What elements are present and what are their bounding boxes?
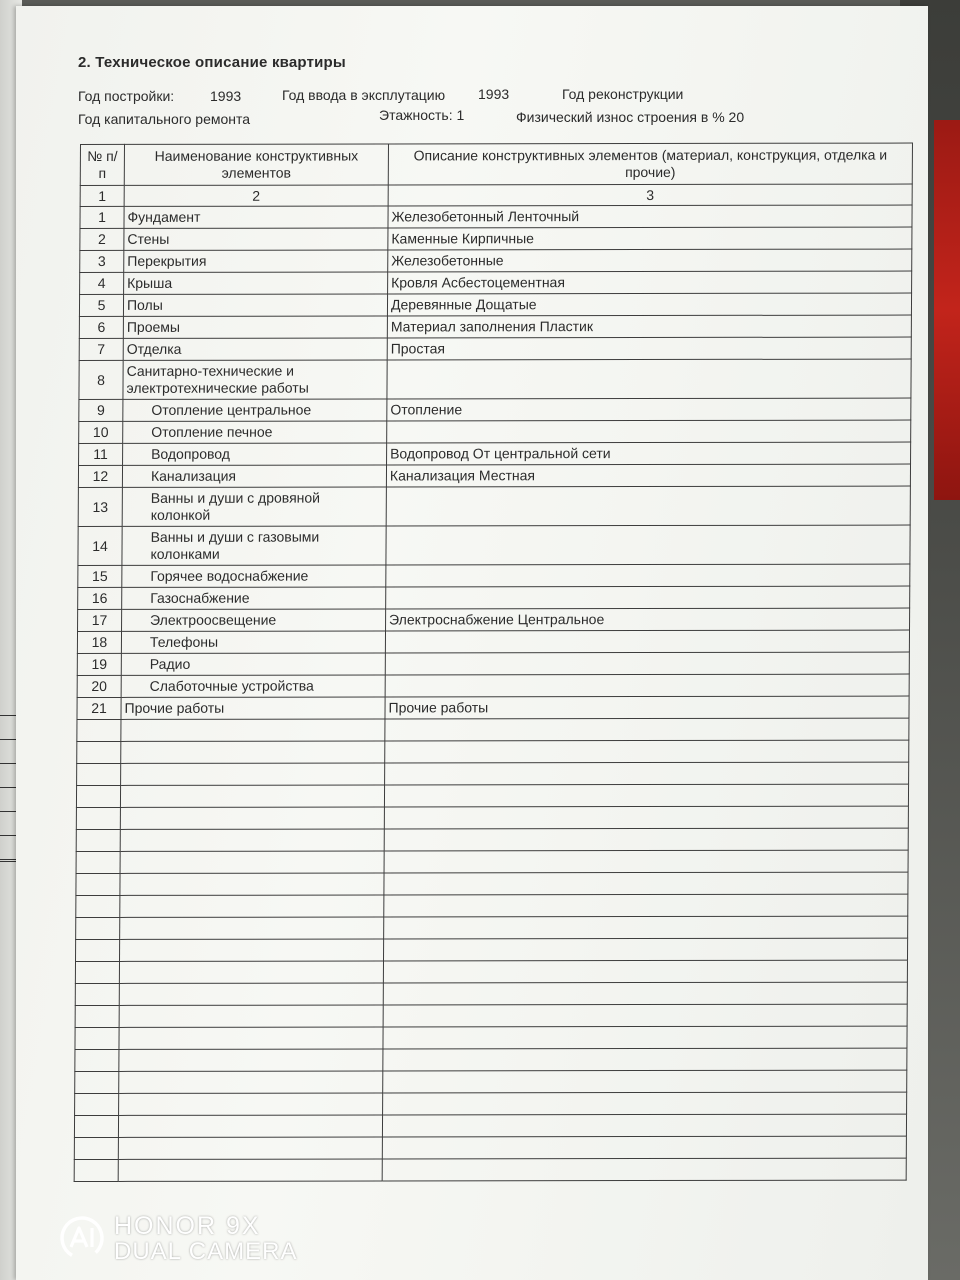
table-row xyxy=(79,293,911,316)
blank-cell xyxy=(121,763,385,785)
table-row xyxy=(78,486,910,526)
red-folder-edge xyxy=(934,120,960,500)
element-name: Ванны и души с газовыми колонками xyxy=(122,526,386,565)
blank-row xyxy=(76,872,908,895)
table-body xyxy=(77,205,912,719)
row-number: 1 xyxy=(80,206,124,228)
blank-cell xyxy=(76,851,120,873)
blank-cell xyxy=(118,1137,382,1159)
row-number: 4 xyxy=(80,272,124,294)
blank-cell xyxy=(382,1136,906,1159)
row-number: 17 xyxy=(78,609,122,631)
element-name: Телефоны xyxy=(121,631,385,653)
blank-row xyxy=(75,960,907,983)
build-year-value: 1993 xyxy=(210,88,242,104)
watermark-camera: DUAL CAMERA xyxy=(114,1238,298,1265)
blank-row xyxy=(77,718,909,741)
blank-rows xyxy=(74,718,909,1181)
row-number: 13 xyxy=(78,487,122,526)
blank-cell xyxy=(383,1026,907,1049)
blank-cell xyxy=(119,961,383,983)
blank-cell xyxy=(121,719,385,741)
column-number: 2 xyxy=(124,185,388,206)
header-num: № п/п xyxy=(80,144,124,185)
element-description: Прочие работы xyxy=(385,696,909,719)
blank-cell xyxy=(77,741,121,763)
blank-cell xyxy=(76,873,120,895)
table-header-row xyxy=(80,143,912,185)
blank-cell xyxy=(383,1048,907,1071)
table-row xyxy=(78,464,910,487)
element-name: Прочие работы xyxy=(121,697,385,719)
column-number: 1 xyxy=(80,185,124,206)
section-title: 2. Техническое описание квартиры xyxy=(78,54,346,71)
blank-cell xyxy=(383,960,907,983)
element-description xyxy=(385,674,909,697)
blank-row xyxy=(75,1048,907,1071)
blank-row xyxy=(75,1092,907,1115)
element-name: Ванны и души с дровяной колонкой xyxy=(122,487,386,526)
blank-cell xyxy=(121,741,385,763)
element-name: Проемы xyxy=(123,316,387,338)
blank-cell xyxy=(385,740,909,763)
blank-cell xyxy=(76,829,120,851)
blank-cell xyxy=(76,895,120,917)
row-number: 14 xyxy=(78,526,122,565)
blank-cell xyxy=(384,894,908,917)
blank-row xyxy=(77,762,909,785)
element-name: Канализация xyxy=(122,465,386,487)
blank-cell xyxy=(385,762,909,785)
row-number: 21 xyxy=(77,697,121,719)
element-name: Отопление центральное xyxy=(123,399,387,421)
row-number: 18 xyxy=(77,631,121,653)
element-description: Канализация Местная xyxy=(386,464,910,487)
blank-cell xyxy=(75,1093,119,1115)
blank-cell xyxy=(119,1027,383,1049)
blank-row xyxy=(76,916,908,939)
blank-row xyxy=(74,1158,906,1181)
blank-cell xyxy=(383,1092,907,1115)
commission-value: 1993 xyxy=(478,86,510,102)
table-row xyxy=(78,608,910,631)
blank-cell xyxy=(119,1005,383,1027)
blank-cell xyxy=(120,873,384,895)
blank-cell xyxy=(77,763,121,785)
element-name: Фундамент xyxy=(124,206,388,228)
blank-cell xyxy=(76,917,120,939)
element-name: Отопление печное xyxy=(123,421,387,443)
row-number: 11 xyxy=(79,443,123,465)
element-description xyxy=(387,420,911,443)
blank-row xyxy=(76,828,908,851)
element-description xyxy=(386,486,910,526)
blank-cell xyxy=(120,851,384,873)
blank-row xyxy=(76,784,908,807)
element-description xyxy=(386,564,910,587)
blank-cell xyxy=(385,718,909,741)
table-row xyxy=(79,442,911,465)
element-name: Газоснабжение xyxy=(122,587,386,609)
row-number: 6 xyxy=(79,316,123,338)
table-row xyxy=(80,227,912,250)
element-description xyxy=(386,586,910,609)
blank-cell xyxy=(75,961,119,983)
row-number: 2 xyxy=(80,228,124,250)
blank-cell xyxy=(77,719,121,741)
table-row xyxy=(78,586,910,609)
construction-elements-table xyxy=(74,143,913,1182)
element-description: Материал заполнения Пластик xyxy=(387,315,911,338)
element-name: Крыша xyxy=(124,272,388,294)
row-number: 9 xyxy=(79,399,123,421)
element-description: Водопровод От центральной сети xyxy=(387,442,911,465)
element-description: Отопление xyxy=(387,398,911,421)
element-description xyxy=(387,359,911,399)
table-row xyxy=(79,315,911,338)
blank-cell xyxy=(119,1071,383,1093)
element-description: Кровля Асбестоцементная xyxy=(388,271,912,294)
row-number: 10 xyxy=(79,421,123,443)
table-row xyxy=(79,398,911,421)
blank-cell xyxy=(382,1114,906,1137)
blank-cell xyxy=(75,983,119,1005)
blank-cell xyxy=(119,1049,383,1071)
blank-cell xyxy=(384,872,908,895)
watermark-brand: HONOR 9X xyxy=(114,1212,261,1240)
table-row xyxy=(79,359,911,399)
capital-repair-label: Год капитального ремонта xyxy=(78,111,251,127)
element-name: Водопровод xyxy=(123,443,387,465)
blank-cell xyxy=(76,807,120,829)
row-number: 16 xyxy=(78,587,122,609)
blank-cell xyxy=(383,1070,907,1093)
blank-row xyxy=(76,894,908,917)
blank-row xyxy=(75,1070,907,1093)
blank-row xyxy=(76,806,908,829)
blank-cell xyxy=(120,895,384,917)
table-row xyxy=(79,420,911,443)
floors-label: Этажность: 1 xyxy=(379,107,465,123)
table-row xyxy=(80,249,912,272)
blank-cell xyxy=(75,1027,119,1049)
blank-row xyxy=(76,938,908,961)
element-description: Железобетонный Ленточный xyxy=(388,205,912,228)
blank-cell xyxy=(76,939,120,961)
element-description xyxy=(385,630,909,653)
row-number: 15 xyxy=(78,565,122,587)
element-name: Стены xyxy=(124,228,388,250)
element-name: Перекрытия xyxy=(124,250,388,272)
element-name: Слаботочные устройства xyxy=(121,675,385,697)
blank-cell xyxy=(120,829,384,851)
table-row xyxy=(77,630,909,653)
wear-label: Физический износ строения в % 20 xyxy=(516,109,745,125)
table-row xyxy=(80,271,912,294)
blank-cell xyxy=(120,939,384,961)
blank-cell xyxy=(74,1115,118,1137)
blank-cell xyxy=(75,1049,119,1071)
blank-row xyxy=(75,1026,907,1049)
blank-cell xyxy=(384,850,908,873)
element-name: Санитарно-технические и электротехнические работы xyxy=(123,360,387,399)
column-number: 3 xyxy=(388,184,912,206)
blank-cell xyxy=(384,916,908,939)
blank-cell xyxy=(74,1159,118,1181)
element-name: Горячее водоснабжение xyxy=(122,565,386,587)
document-page xyxy=(16,6,928,1280)
element-description: Электроснабжение Центральное xyxy=(386,608,910,631)
blank-cell xyxy=(384,806,908,829)
table-row xyxy=(79,337,911,360)
blank-cell xyxy=(75,1071,119,1093)
blank-cell xyxy=(119,1093,383,1115)
blank-cell xyxy=(119,983,383,1005)
reconstruction-label: Год реконструкции xyxy=(562,86,684,102)
build-year-label: Год постройки: xyxy=(78,88,175,104)
header-description: Описание конструктивных элементов (материал, конструкция, отделка и прочие) xyxy=(388,143,912,185)
blank-cell xyxy=(120,785,384,807)
row-number: 8 xyxy=(79,360,123,399)
table-row xyxy=(77,674,909,697)
row-number: 3 xyxy=(80,250,124,272)
blank-cell xyxy=(118,1115,382,1137)
row-number: 7 xyxy=(79,338,123,360)
ai-logo-icon xyxy=(58,1214,106,1262)
commission-label: Год ввода в эксплутацию xyxy=(282,87,446,103)
blank-cell xyxy=(384,784,908,807)
row-number: 20 xyxy=(77,675,121,697)
column-number-row xyxy=(80,184,912,206)
element-name: Радио xyxy=(121,653,385,675)
table-row xyxy=(78,564,910,587)
element-description: Деревянные Дощатые xyxy=(387,293,911,316)
blank-cell xyxy=(118,1159,382,1181)
element-description: Каменные Кирпичные xyxy=(388,227,912,250)
blank-cell xyxy=(120,807,384,829)
blank-row xyxy=(74,1136,906,1159)
blank-row xyxy=(75,1004,907,1027)
row-number: 19 xyxy=(77,653,121,675)
element-description xyxy=(386,525,910,565)
blank-cell xyxy=(76,785,120,807)
element-description xyxy=(385,652,909,675)
blank-cell xyxy=(75,1005,119,1027)
element-name: Электроосвещение xyxy=(122,609,386,631)
blank-cell xyxy=(74,1137,118,1159)
blank-cell xyxy=(120,917,384,939)
blank-row xyxy=(77,740,909,763)
table-row xyxy=(80,205,912,228)
table-row xyxy=(77,652,909,675)
blank-cell xyxy=(383,982,907,1005)
element-description: Железобетонные xyxy=(388,249,912,272)
blank-row xyxy=(74,1114,906,1137)
element-name: Отделка xyxy=(123,338,387,360)
blank-cell xyxy=(384,828,908,851)
table-row xyxy=(77,696,909,719)
blank-row xyxy=(76,850,908,873)
blank-cell xyxy=(383,1004,907,1027)
element-name: Полы xyxy=(123,294,387,316)
header-name: Наименование конструктивных элементов xyxy=(124,144,388,185)
blank-cell xyxy=(384,938,908,961)
table-row xyxy=(78,525,910,565)
row-number: 12 xyxy=(78,465,122,487)
blank-cell xyxy=(382,1158,906,1181)
blank-row xyxy=(75,982,907,1005)
row-number: 5 xyxy=(79,294,123,316)
element-description: Простая xyxy=(387,337,911,360)
